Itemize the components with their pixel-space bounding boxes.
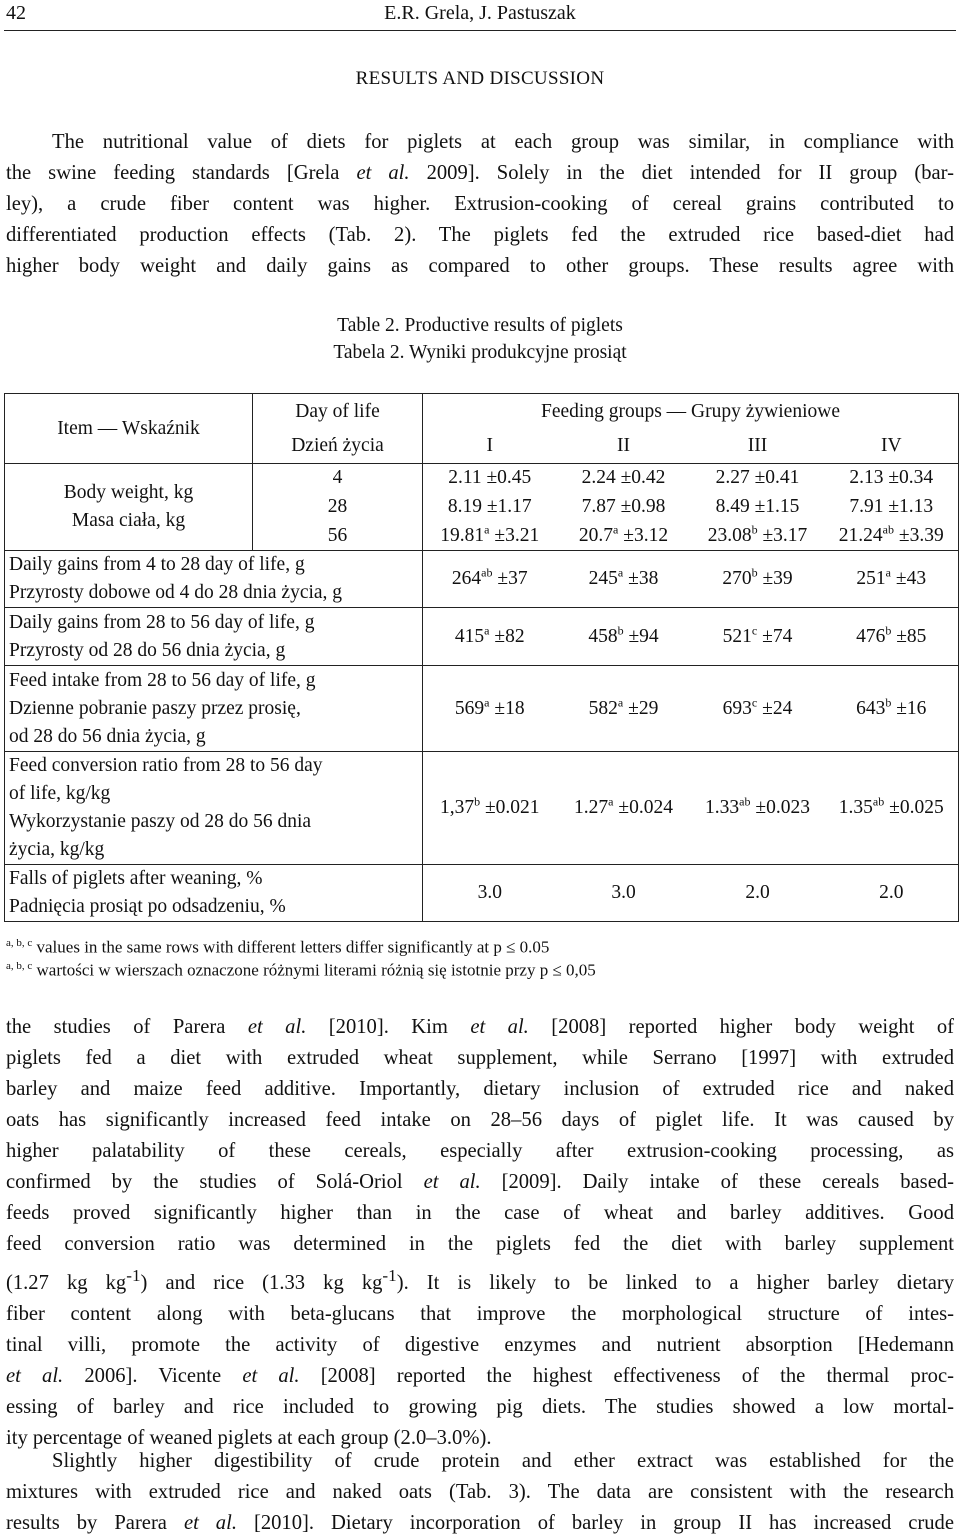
value-cell xyxy=(557,464,691,493)
value-mean: 2.0 xyxy=(879,882,904,903)
day-cell: 4 xyxy=(253,464,423,493)
section-title: RESULTS AND DISCUSSION xyxy=(355,68,605,89)
value-sd: ±94 xyxy=(623,625,659,647)
row-label-line: Wykorzystanie paszy od 28 do 56 dnia xyxy=(9,811,312,832)
text-line: essing of barley and rice included to growing pig diets. The studies showed a low mortal- xyxy=(6,1395,954,1418)
significance-letter: c xyxy=(751,695,758,709)
text-line: higher palatability of these cereals, especially after extrusion-cooking processing, as xyxy=(6,1140,954,1162)
table-row xyxy=(5,464,959,493)
value-mean: 19.81 xyxy=(440,524,485,546)
text-line: tinal villi, promote the activity of digestive enzymes and nutrient absorption [Hedemann xyxy=(6,1333,954,1356)
value-sd: ±74 xyxy=(757,625,793,647)
feeding-groups-header: Feeding groups — Grupy żywieniowe xyxy=(423,394,959,430)
text-line: Slightly higher digestibility of crude protein and ether extract was established for the xyxy=(52,1450,954,1472)
value-cell xyxy=(423,522,557,551)
value-mean: 582 xyxy=(588,697,618,719)
text-line: barley and maize feed additive. Importantly, dietary inclusion of extruded rice and naked xyxy=(6,1078,954,1100)
row-label-line: Feed conversion ratio from 28 to 56 day xyxy=(9,755,323,776)
value-mean: 8.19 ±1.17 xyxy=(447,496,532,517)
group-header: IV xyxy=(825,430,959,464)
table-header-row-1 xyxy=(5,394,959,430)
value-sd: ±18 xyxy=(489,697,525,719)
text-line: ity percentage of weaned piglets at each group (2.0–3.0%). xyxy=(6,1426,492,1449)
day-header-pl: Dzień życia xyxy=(253,430,423,464)
item-header: Item — Wskaźnik xyxy=(5,394,253,464)
significance-letter: b xyxy=(751,565,758,580)
significance-letter: b xyxy=(474,794,481,809)
footnote-en-marker: a, b, c xyxy=(6,937,33,949)
text-line: results by Parera et al. [2010]. Dietary incorporation of barley in group II has increased crude xyxy=(6,1512,954,1534)
footnote-pl-marker: a, b, c xyxy=(6,960,33,972)
significance-letter: ab xyxy=(872,794,885,809)
value-sd: ±37 xyxy=(492,568,528,589)
value-cell xyxy=(691,865,825,922)
row-label-line: życia, kg/kg xyxy=(9,839,105,860)
row-label xyxy=(5,865,423,922)
group-header: II xyxy=(557,430,691,464)
value-cell xyxy=(557,666,691,752)
intro-line-4: differentiated production effects (Tab. 2). The piglets fed the extruded rice based-diet had xyxy=(6,224,954,246)
value-cell xyxy=(825,752,959,865)
intro-line-3: ley), a crude fiber content was higher. Extrusion-cooking of cereal grains contributed to xyxy=(6,193,954,215)
value-sd: ±0.023 xyxy=(750,797,810,818)
discussion-paragraph xyxy=(6,1012,954,1454)
value-cell xyxy=(691,493,825,522)
value-mean: 2.24 ±0.42 xyxy=(581,467,666,489)
group-header: I xyxy=(423,430,557,464)
text-line: (1.27 kg $kg^{-1}$) and rice (1.33 kg $kg^{-1}$). It is likely to be linked to a higher barley dietary xyxy=(6,1266,955,1294)
significance-letter: a xyxy=(484,522,490,537)
value-sd: ±0.025 xyxy=(884,797,944,818)
value-mean: 415 xyxy=(454,625,485,647)
value-sd: ±43 xyxy=(891,568,927,589)
table-row xyxy=(5,551,959,608)
intro-line-2c: 2009]. Solely in the diet intended for II group (bar- xyxy=(426,162,954,184)
value-mean: 7.87 ±0.98 xyxy=(581,496,666,517)
page-number: 42 xyxy=(6,2,26,24)
value-cell xyxy=(691,608,825,666)
row-label-line: of life, kg/kg xyxy=(9,783,111,804)
text-line: feed conversion ratio was determined in the piglets fed the diet with barley supplement xyxy=(6,1233,954,1255)
value-cell xyxy=(423,551,557,608)
value-cell xyxy=(557,493,691,522)
value-cell xyxy=(423,865,557,922)
footnote-pl-text: wartości w wierszach oznaczone różnymi literami różnią się istotnie przy p ≤ 0,05 xyxy=(36,960,596,980)
footnote-en xyxy=(6,937,549,958)
value-sd: ±0.024 xyxy=(613,797,673,818)
body-weight-label xyxy=(5,464,253,551)
value-sd: ±38 xyxy=(623,568,659,589)
value-cell xyxy=(557,522,691,551)
text-line: feeds proved significantly higher than in the case of wheat and barley additives. Good xyxy=(6,1202,954,1224)
text-line: the studies of Parera et al. [2010]. Kim et al. [2008] reported higher body weight of xyxy=(6,1016,955,1038)
value-cell xyxy=(825,522,959,551)
value-mean: 1.27 xyxy=(574,797,609,818)
significance-letter: ab xyxy=(882,522,894,537)
value-sd: ±16 xyxy=(891,697,927,719)
value-cell xyxy=(691,551,825,608)
value-mean: 1,37 xyxy=(439,797,475,818)
text-line: confirmed by the studies of Solá-Oriol et al. [2009]. Daily intake of these cereals based- xyxy=(6,1171,954,1193)
value-mean: 2.13 ±0.34 xyxy=(849,467,934,489)
value-cell xyxy=(825,493,959,522)
row-label xyxy=(5,551,423,608)
value-mean: 458 xyxy=(588,625,618,647)
day-cell: 28 xyxy=(253,493,423,522)
table-caption-en: Table 2. Productive results of piglets xyxy=(337,315,623,336)
value-mean: 23.08 xyxy=(707,524,752,546)
significance-letter: a xyxy=(613,522,619,537)
value-mean: 2.27 ±0.41 xyxy=(715,467,800,489)
value-cell xyxy=(557,865,691,922)
value-sd: ±3.21 xyxy=(489,524,540,546)
value-mean: 1.35 xyxy=(838,797,873,818)
value-mean: 264 xyxy=(451,568,482,589)
productive-results-table xyxy=(4,393,959,922)
value-mean: 3.0 xyxy=(611,882,636,903)
row-label-line: Body weight, kg xyxy=(63,482,194,503)
value-mean: 3.0 xyxy=(477,882,502,903)
row-label-line: Falls of piglets after weaning, % xyxy=(9,868,263,889)
value-cell xyxy=(557,608,691,666)
value-sd: ±85 xyxy=(891,625,927,647)
digestibility-paragraph xyxy=(6,1446,954,1539)
intro-line-2a: the swine feeding standards [Grela xyxy=(6,162,340,184)
row-label-line: Padnięcia prosiąt po odsadzeniu, % xyxy=(9,896,286,917)
value-cell xyxy=(423,608,557,666)
significance-letter: ab xyxy=(739,794,751,809)
value-cell xyxy=(691,752,825,865)
value-cell xyxy=(825,608,959,666)
value-mean: 643 xyxy=(856,697,886,719)
day-header-en: Day of life xyxy=(253,394,423,430)
row-label-line: Przyrosty dobowe od 4 do 28 dnia życia, g xyxy=(9,582,343,603)
value-cell xyxy=(825,865,959,922)
intro-line-5: higher body weight and daily gains as compared to other groups. These results agree with xyxy=(6,255,954,277)
running-head-authors: E.R. Grela, J. Pastuszak xyxy=(384,2,576,24)
significance-letter: b xyxy=(751,522,758,537)
value-mean: 245 xyxy=(588,568,618,589)
row-label xyxy=(5,608,423,666)
value-sd: ±0.021 xyxy=(480,797,540,818)
row-label xyxy=(5,666,423,752)
value-mean: 8.49 ±1.15 xyxy=(715,496,800,517)
significance-letter: a xyxy=(608,794,614,809)
table-row xyxy=(5,608,959,666)
significance-letter: a xyxy=(484,695,490,709)
text-line: piglets fed a diet with extruded wheat supplement, while Serrano [1997] with extruded xyxy=(6,1047,954,1069)
value-sd: ±3.12 xyxy=(618,524,669,546)
text-line: mixtures with extruded rice and naked oats (Tab. 3). The data are consistent with the research xyxy=(6,1481,954,1503)
value-cell xyxy=(825,464,959,493)
value-mean: 2.0 xyxy=(745,882,770,903)
value-mean: 270 xyxy=(722,568,752,589)
value-cell xyxy=(825,666,959,752)
value-cell xyxy=(557,752,691,865)
value-mean: 693 xyxy=(722,697,752,719)
value-mean: 7.91 ±1.13 xyxy=(849,496,934,517)
day-cell: 56 xyxy=(253,522,423,551)
value-mean: 21.24 xyxy=(838,524,883,546)
intro-line-2b: et al. xyxy=(356,162,410,184)
text-line: oats has significantly increased feed intake on 28–56 days of piglet life. It was caused by xyxy=(6,1109,954,1131)
text-line: fiber content along with beta-glucans that improve the morphological structure of intes- xyxy=(6,1302,954,1325)
running-head xyxy=(4,0,956,31)
intro-paragraph xyxy=(6,127,954,282)
value-cell xyxy=(423,666,557,752)
significance-letter: b xyxy=(885,623,892,637)
significance-letter: ab xyxy=(481,565,493,580)
value-sd: ±3.39 xyxy=(894,524,944,546)
table-caption-pl: Tabela 2. Wyniki produkcyjne prosiąt xyxy=(333,342,627,363)
value-sd: ±3.17 xyxy=(757,524,808,546)
group-header: III xyxy=(691,430,825,464)
value-mean: 476 xyxy=(856,625,886,647)
significance-letter: b xyxy=(617,623,624,637)
value-sd: ±24 xyxy=(757,697,793,719)
row-label-line: Daily gains from 28 to 56 day of life, g xyxy=(9,611,315,633)
footnote-pl xyxy=(6,960,596,981)
value-mean: 521 xyxy=(722,625,752,647)
row-label xyxy=(5,752,423,865)
value-mean: 2.11 ±0.45 xyxy=(448,467,532,489)
significance-letter: a xyxy=(617,565,624,580)
value-mean: 251 xyxy=(856,568,886,589)
value-mean: 569 xyxy=(454,697,485,719)
text-line: et al. 2006]. Vicente et al. [2008] reported the highest effectiveness of the thermal proc- xyxy=(6,1364,954,1387)
value-cell xyxy=(423,493,557,522)
significance-letter: c xyxy=(751,623,758,637)
value-sd: ±82 xyxy=(489,625,525,647)
value-cell xyxy=(423,752,557,865)
significance-letter: a xyxy=(885,565,891,580)
table-row xyxy=(5,865,959,922)
significance-letter: a xyxy=(617,695,624,709)
footnote-en-text: values in the same rows with different letters differ significantly at p ≤ 0.05 xyxy=(36,937,550,957)
value-sd: ±39 xyxy=(757,568,793,589)
row-label-line: Feed intake from 28 to 56 day of life, g xyxy=(9,669,316,691)
value-cell xyxy=(423,464,557,493)
value-mean: 1.33 xyxy=(705,797,740,818)
value-cell xyxy=(691,464,825,493)
value-mean: 20.7 xyxy=(578,524,614,546)
intro-line-1: The nutritional value of diets for piglets at each group was similar, in compliance with xyxy=(52,131,954,153)
row-label-line: Dzienne pobranie paszy przez prosię, xyxy=(9,697,301,719)
row-label-line: od 28 do 56 dnia życia, g xyxy=(9,725,206,747)
row-label-line: Przyrosty od 28 do 56 dnia życia, g xyxy=(9,639,286,661)
row-label-line: Masa ciała, kg xyxy=(71,510,186,531)
value-sd: ±29 xyxy=(623,697,659,719)
value-cell xyxy=(825,551,959,608)
value-cell xyxy=(691,522,825,551)
row-label-line: Daily gains from 4 to 28 day of life, g xyxy=(9,554,305,575)
significance-letter: a xyxy=(484,623,490,637)
table-row xyxy=(5,752,959,865)
table-row xyxy=(5,666,959,752)
significance-letter: b xyxy=(885,695,892,709)
value-cell xyxy=(691,666,825,752)
value-cell xyxy=(557,551,691,608)
